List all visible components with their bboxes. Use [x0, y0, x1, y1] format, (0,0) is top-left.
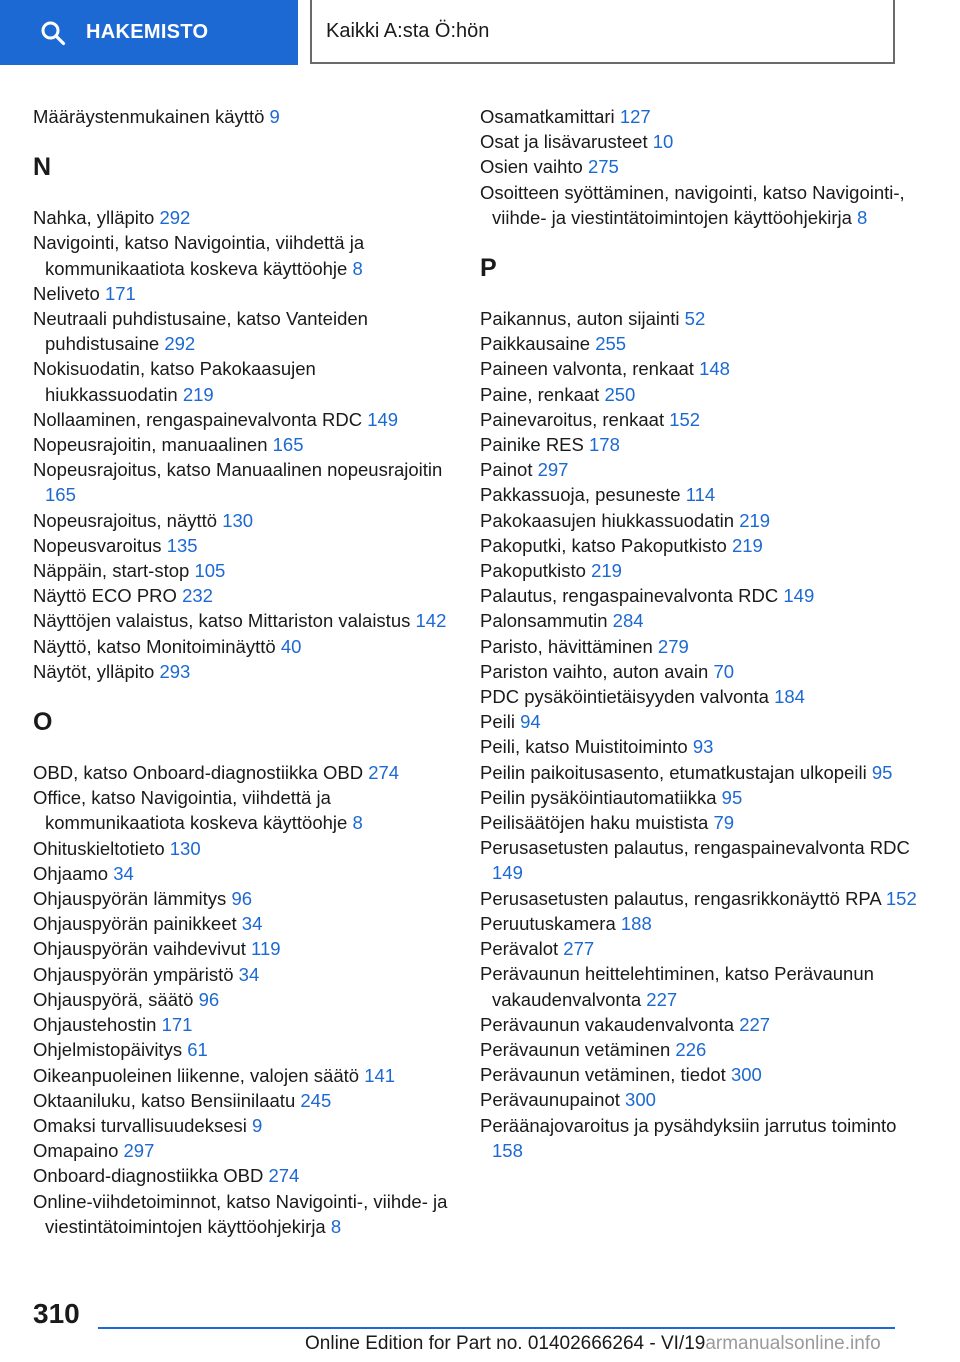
index-entry [480, 1087, 920, 1112]
page-link[interactable]: 284 [612, 610, 644, 632]
index-entry [33, 457, 453, 507]
index-entry [33, 1138, 453, 1163]
page-link[interactable]: 165 [45, 484, 76, 506]
index-entry [33, 886, 453, 911]
page-link[interactable]: 227 [739, 1013, 771, 1035]
index-entry [33, 583, 453, 608]
index-entry [33, 1037, 453, 1062]
page-link[interactable]: 141 [364, 1064, 396, 1086]
breadcrumb-text: Kaikki A:sta Ö:hön [326, 19, 490, 42]
index-entry-text: Näppäin, start-stop [33, 560, 190, 582]
index-entry [33, 1088, 453, 1113]
index-entry-text: Nopeusrajoitin, manuaalinen [33, 434, 268, 456]
index-entry [33, 1012, 453, 1037]
index-entry [480, 558, 920, 583]
index-entry [33, 1113, 453, 1138]
index-entry [480, 1062, 920, 1087]
index-entry [480, 835, 920, 885]
index-entry-text: Peruutuskamera [480, 912, 616, 934]
index-entry-text: Ohjaamo [33, 862, 109, 884]
header [0, 0, 960, 66]
page-link[interactable]: 219 [739, 509, 771, 531]
index-entry [480, 180, 920, 230]
index-entry [480, 382, 920, 407]
page-link[interactable]: 149 [492, 862, 523, 884]
page-link[interactable]: 94 [520, 711, 541, 733]
page-link[interactable]: 9 [252, 1114, 263, 1136]
index-entry-text: Palautus, rengaspainevalvonta RDC [480, 585, 779, 607]
page-link[interactable]: 135 [166, 534, 198, 556]
index-entry-text: Pariston vaihto, auton avain [480, 660, 709, 682]
index-entry-text: Perävaunun vetäminen [480, 1038, 671, 1060]
index-entry [480, 432, 920, 457]
page-link[interactable]: 171 [161, 1014, 193, 1036]
index-entry-text: Painevaroitus, renkaat [480, 408, 665, 430]
page-link[interactable]: 158 [492, 1139, 523, 1161]
page-link[interactable]: 149 [367, 408, 399, 430]
index-entry [33, 659, 453, 684]
page-link[interactable]: 8 [857, 206, 868, 228]
index-entry-text: Nopeusrajoitus, katso Manuaalinen nopeusrajoitin [33, 459, 443, 481]
index-entry [33, 911, 453, 936]
page-link[interactable]: 8 [330, 1215, 342, 1237]
index-entry-text: Painike RES [480, 434, 584, 456]
page-number: 310 [33, 1298, 80, 1329]
index-entry-text: Pakoputki, katso Pakoputkisto [480, 534, 727, 556]
index-entry-text: Peilin pysäköintiautomatiikka [480, 786, 717, 808]
index-entry [33, 432, 453, 457]
page-link[interactable]: 34 [238, 963, 260, 985]
watermark: armanualsonline.info [705, 1333, 881, 1354]
index-entry [480, 936, 920, 961]
index-entry [480, 457, 920, 482]
index-entry-text: Ohjauspyörän lämmitys [33, 888, 227, 910]
page-link[interactable]: 127 [619, 106, 651, 127]
page-link[interactable]: 70 [713, 660, 735, 682]
index-entry-text: Peilisäätöjen haku muistista [480, 812, 709, 834]
index-entry-text: Näyttö, katso Monitoiminäyttö [33, 635, 276, 657]
index-entry-text: Neliveto [33, 282, 100, 304]
index-entry [480, 709, 920, 734]
page-link[interactable]: 232 [182, 585, 213, 607]
index-entry [480, 659, 920, 684]
search-icon [40, 20, 66, 46]
index-entry [33, 356, 453, 406]
index-entry-text: Paikannus, auton sijainti [480, 308, 680, 330]
index-entry [480, 508, 920, 533]
index-entry [480, 407, 920, 432]
index-entry-text: Omaksi turvallisuudeksesi [33, 1114, 247, 1136]
page-link[interactable]: 275 [587, 156, 619, 178]
page-link[interactable]: 279 [657, 635, 689, 657]
index-entry-text: Perävalot [480, 938, 559, 960]
index-entry [33, 508, 453, 533]
index-entry [480, 785, 920, 810]
index-column-right [480, 104, 920, 1163]
index-entry-text: Nopeusrajoitus, näyttö [33, 509, 218, 531]
page-link[interactable]: 52 [684, 308, 706, 330]
index-entry [480, 356, 920, 381]
index-entry-text: Perusasetusten palautus, rengasrikkonäyttö RPA [480, 887, 881, 909]
page-link[interactable]: 8 [352, 812, 363, 834]
page-link[interactable]: 255 [595, 333, 627, 355]
index-entry-text: Osat ja lisävarusteet [480, 131, 648, 153]
index-entry [480, 331, 920, 356]
index-entry-text: Paristo, hävittäminen [480, 635, 653, 657]
index-entry-text: Pakkassuoja, pesuneste [480, 484, 681, 506]
index-entry-text: Omapaino [33, 1140, 119, 1162]
index-entry [33, 836, 453, 861]
index-entry [33, 205, 453, 230]
index-entry [33, 558, 453, 583]
index-entry [480, 810, 920, 835]
index-column-left [33, 104, 453, 1239]
index-entry [33, 306, 453, 356]
page-link[interactable]: 297 [537, 459, 569, 481]
page-link[interactable]: 130 [169, 837, 201, 859]
page-link[interactable]: 105 [194, 560, 226, 582]
index-entry [480, 104, 920, 129]
index-entry-text: Nollaaminen, rengaspainevalvonta RDC [33, 408, 363, 430]
page-link[interactable]: 274 [368, 762, 400, 784]
index-entry-text: OBD, katso Onboard-diagnostiikka OBD [33, 762, 364, 784]
index-entry-text: Paikkausaine [480, 333, 591, 355]
index-entry-text: Navigointi, katso Navigointia, viihdettä ja kommunikaatiota koskeva käyttöohje [33, 232, 365, 279]
page-link[interactable]: 10 [652, 131, 674, 153]
index-entry-text: PDC pysäköintietäisyyden valvonta [480, 686, 769, 708]
edition-text: Online Edition for Part no. 01402666264 - VI/19 [305, 1333, 706, 1354]
index-entry [480, 1037, 920, 1062]
page-link[interactable]: 250 [604, 383, 636, 405]
index-entry [33, 785, 453, 835]
page-link[interactable]: 61 [187, 1039, 208, 1061]
page-link[interactable]: 149 [783, 585, 815, 607]
index-entry [480, 734, 920, 759]
index-entry-text: Ohjauspyörän painikkeet [33, 913, 237, 935]
index-entry-text: Peräänajovaroitus ja pysähdyksiin jarrutus toiminto [480, 1114, 897, 1136]
index-letter-heading: N [33, 153, 52, 182]
index-entry [33, 533, 453, 558]
page-link[interactable]: 95 [721, 786, 743, 808]
page-link[interactable]: 34 [241, 913, 263, 935]
index-entry [480, 533, 920, 558]
index-entry [33, 936, 453, 961]
index-entry [33, 1163, 453, 1188]
index-entry [480, 1113, 920, 1163]
page-link[interactable]: 152 [885, 887, 917, 909]
page-link[interactable]: 188 [620, 912, 652, 934]
page-link[interactable]: 96 [198, 988, 220, 1010]
page-link[interactable]: 34 [113, 862, 134, 884]
page-link[interactable]: 8 [352, 257, 363, 279]
page-link[interactable]: 292 [159, 207, 191, 229]
index-entry-text: Pakokaasujen hiukkassuodatin [480, 509, 735, 531]
page-link[interactable]: 300 [730, 1064, 762, 1086]
index-entry [480, 129, 920, 154]
index-entry-text: Näyttöjen valaistus, katso Mittariston valaistus [33, 610, 411, 632]
page-link[interactable]: 171 [104, 282, 136, 304]
page-link[interactable]: 293 [159, 660, 191, 682]
index-entry [33, 608, 453, 633]
index-entry-text: Paineen valvonta, renkaat [480, 358, 694, 380]
page-link[interactable]: 95 [871, 761, 893, 783]
index-entry-text: Ohjauspyörän vaihdevivut [33, 938, 246, 960]
index-entry-text: Näytöt, ylläpito [33, 660, 155, 682]
index-entry [33, 760, 453, 785]
page-link[interactable]: 219 [591, 560, 622, 582]
index-entry [33, 104, 453, 129]
page-link[interactable]: 142 [415, 610, 447, 632]
page-link[interactable]: 300 [625, 1089, 656, 1111]
index-entry [480, 760, 920, 785]
index-entry-text: Perävaunun vetäminen, tiedot [480, 1064, 726, 1086]
index-entry-text: Perävaunun heittelehtiminen, katso Perävaunun vakaudenvalvonta [480, 963, 874, 1010]
page-link[interactable]: 152 [669, 408, 701, 430]
index-entry-text: Ohjaustehostin [33, 1014, 157, 1036]
page-link[interactable]: 40 [280, 635, 302, 657]
index-entry-text: Online-viihdetoiminnot, katso Navigointi-, viihde- ja viestintätoimintojen käyttöohjekirja [33, 1190, 448, 1237]
page-link[interactable]: 219 [182, 383, 214, 405]
index-entry-text: Pakoputkisto [480, 560, 586, 582]
page-link[interactable]: 79 [713, 812, 735, 834]
page-link[interactable]: 184 [774, 686, 805, 708]
index-entry [33, 962, 453, 987]
index-entry-text: Peilin paikoitusasento, etumatkustajan ulkopeili [480, 761, 867, 783]
index-entry-text: Osamatkamittari [480, 106, 615, 127]
index-entry [33, 1063, 453, 1088]
page-link[interactable]: 245 [300, 1089, 332, 1111]
index-entry [480, 634, 920, 659]
index-entry [33, 634, 453, 659]
index-entry-text: Peili, katso Muistitoiminto [480, 736, 688, 758]
index-entry [480, 886, 920, 911]
index-entry-text: Ohjelmistopäivitys [33, 1039, 183, 1061]
page-link[interactable]: 219 [731, 534, 763, 556]
page-link[interactable]: 178 [589, 434, 620, 456]
page-link[interactable]: 297 [123, 1140, 155, 1162]
index-entry [480, 583, 920, 608]
page-link[interactable]: 119 [251, 938, 281, 960]
page-link[interactable]: 226 [675, 1038, 707, 1060]
index-entry-text: Perusasetusten palautus, rengaspainevalvonta RDC [480, 837, 910, 859]
index-letter-heading: P [480, 254, 497, 283]
index-entry-text: Paine, renkaat [480, 383, 600, 405]
footer-divider [98, 1327, 895, 1329]
index-entry [480, 154, 920, 179]
index-entry-text: Peili [480, 711, 515, 733]
index-entry-text: Määräystenmukainen käyttö [33, 106, 265, 127]
index-entry-text: Osien vaihto [480, 156, 583, 178]
index-entry [33, 987, 453, 1012]
page-link[interactable]: 93 [692, 736, 714, 758]
index-entry [33, 230, 453, 280]
index-entry-text: Nopeusvaroitus [33, 534, 162, 556]
page-link[interactable]: 130 [222, 509, 254, 531]
index-entry [480, 608, 920, 633]
index-entry-text: Ohjauspyörän ympäristö [33, 963, 234, 985]
index-entry-text: Perävaunun vakaudenvalvonta [480, 1013, 735, 1035]
index-entry [480, 482, 920, 507]
index-entry-text: Oktaaniluku, katso Bensiinilaatu [33, 1089, 296, 1111]
footer-edition [305, 1333, 881, 1355]
index-entry-text: Näyttö ECO PRO [33, 585, 177, 607]
index-tab[interactable] [0, 0, 298, 65]
index-tab-label: HAKEMISTO [86, 21, 209, 43]
index-entry-text: Onboard-diagnostiikka OBD [33, 1165, 264, 1187]
page-link[interactable]: 9 [269, 106, 280, 127]
index-entry [33, 407, 453, 432]
index-entry-text: Neutraali puhdistusaine, katso Vanteiden puhdistusaine [33, 308, 368, 355]
page-link[interactable]: 292 [164, 333, 196, 355]
index-entry [480, 684, 920, 709]
index-entry [480, 911, 920, 936]
index-entry [33, 1189, 453, 1239]
page-link[interactable]: 277 [563, 938, 595, 960]
breadcrumb[interactable] [310, 0, 895, 64]
page-link[interactable]: 114 [685, 484, 716, 506]
index-entry [480, 961, 920, 1011]
index-letter-heading: O [33, 708, 53, 737]
page-link[interactable]: 96 [231, 888, 253, 910]
index-entry-text: Perävaunupainot [480, 1089, 620, 1111]
page-link[interactable]: 274 [268, 1165, 300, 1187]
index-entry-text: Palonsammutin [480, 610, 608, 632]
index-entry-text: Ohjauspyörä, säätö [33, 988, 194, 1010]
page-link[interactable]: 165 [272, 434, 304, 456]
index-entry-text: Ohituskieltotieto [33, 837, 165, 859]
index-entry [33, 281, 453, 306]
index-entry-text: Nokisuodatin, katso Pakokaasujen hiukkassuodatin [33, 358, 316, 405]
index-entry [480, 306, 920, 331]
index-entry [480, 1012, 920, 1037]
index-entry-text: Osoitteen syöttäminen, navigointi, katso Navigointi-, viihde- ja viestintätoimintojen käyttöohjekirja [480, 181, 905, 228]
index-entry [33, 861, 453, 886]
page-link[interactable]: 227 [646, 988, 678, 1010]
index-entry-text: Oikeanpuoleinen liikenne, valojen säätö [33, 1064, 360, 1086]
page-link[interactable]: 148 [699, 358, 730, 380]
index-entry-text: Office, katso Navigointia, viihdettä ja kommunikaatiota koskeva käyttöohje [33, 787, 348, 834]
index-entry-text: Painot [480, 459, 533, 481]
index-entry-text: Nahka, ylläpito [33, 207, 155, 229]
